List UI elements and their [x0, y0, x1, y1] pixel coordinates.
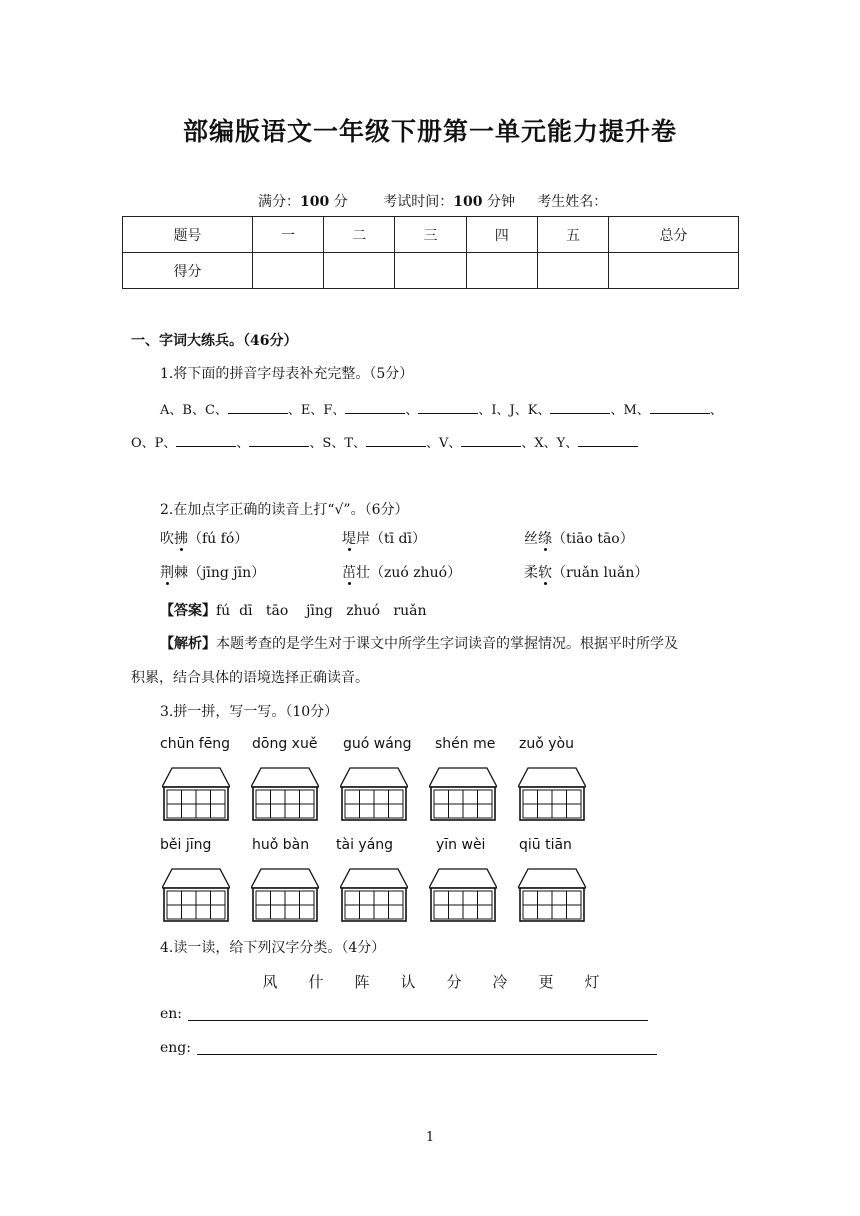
dotted-char: 荆 — [160, 565, 174, 581]
student-name-label: 考生姓名： — [537, 194, 608, 210]
page-title: 部编版语文一年级下册第一单元能力提升卷 — [182, 117, 677, 146]
character: 分 — [446, 973, 462, 991]
answer-text: fú dī tāo jīng zhuó ruǎn — [216, 603, 427, 619]
reading-char: 岸 — [356, 531, 370, 547]
writing-house-grid[interactable] — [429, 767, 497, 821]
exam-time-value: 100 — [453, 194, 483, 210]
alphabet-blank[interactable] — [249, 434, 309, 447]
pinyin-label: huǒ bàn — [252, 837, 310, 853]
alphabet-text: 、X、Y、 — [521, 436, 579, 451]
dotted-char: 绦 — [538, 531, 552, 547]
analysis-text: 本题考查的是学生对于课文中所学生字词读音的掌握情况。根据平时所学及 — [216, 636, 678, 652]
alphabet-text: 、S、T、 — [309, 436, 366, 451]
score-table-header-cell: 一 — [252, 217, 323, 253]
pinyin-label: tài yáng — [336, 837, 394, 853]
pinyin-label: chūn fēng — [160, 736, 231, 752]
page-number: 1 — [425, 1130, 435, 1145]
score-table-header-cell: 五 — [537, 217, 608, 253]
alphabet-blank[interactable] — [176, 434, 236, 447]
character-list — [247, 971, 615, 992]
alphabet-text: 、M、 — [610, 403, 650, 418]
alphabet-blank[interactable] — [418, 401, 478, 414]
character: 阵 — [354, 973, 370, 991]
reading-item — [524, 562, 648, 582]
dotted-char: 茁 — [342, 565, 356, 581]
character: 冷 — [492, 973, 508, 991]
eng-label: eng: — [160, 1040, 191, 1056]
writing-house-grid[interactable] — [340, 767, 408, 821]
pinyin-options[interactable]: （tī dī） — [370, 531, 426, 547]
pinyin-options[interactable]: （jīng jīn） — [188, 565, 266, 581]
alphabet-text: 、 — [709, 403, 723, 418]
eng-answer-line[interactable] — [197, 1054, 657, 1055]
exam-time-label: 考试时间： — [383, 194, 454, 210]
score-table — [122, 216, 739, 289]
dotted-char: 堤 — [342, 531, 356, 547]
reading-char: 吹 — [160, 531, 174, 547]
score-table-header-row — [123, 217, 739, 253]
writing-house-grid[interactable] — [518, 767, 586, 821]
writing-house-grid[interactable] — [518, 868, 586, 922]
answer-line — [160, 600, 427, 620]
pinyin-label: qiū tiān — [519, 837, 572, 853]
writing-house-grid[interactable] — [251, 868, 319, 922]
pinyin-label: zuǒ yòu — [519, 736, 574, 752]
score-table-header-cell: 四 — [466, 217, 537, 253]
pinyin-label: guó wáng — [343, 736, 412, 752]
en-label: en: — [160, 1006, 183, 1022]
alphabet-blank[interactable] — [550, 401, 610, 414]
question-1-prompt: 1.将下面的拼音字母表补充完整。（5分） — [160, 366, 414, 382]
score-table-header-cell: 题号 — [123, 217, 253, 253]
pinyin-options[interactable]: （fú fó） — [188, 531, 249, 547]
writing-house-grid[interactable] — [340, 868, 408, 922]
full-score-value: 100 — [300, 194, 330, 210]
analysis-line-1 — [160, 633, 678, 653]
score-cell[interactable] — [466, 253, 537, 289]
alphabet-text: 、I、J、K、 — [478, 403, 551, 418]
reading-item — [524, 528, 634, 548]
analysis-line-2: 积累，结合具体的语境选择正确读音。 — [131, 670, 369, 686]
en-answer-line[interactable] — [188, 1020, 648, 1021]
pinyin-label: běi jīng — [160, 837, 212, 853]
pinyin-options[interactable]: （ruǎn luǎn） — [552, 565, 649, 581]
question-3-prompt: 3.拼一拼，写一写。（10分） — [160, 704, 339, 720]
exam-time-unit: 分钟 — [486, 194, 515, 210]
answer-label: 【答案】 — [160, 603, 216, 619]
character: 认 — [400, 973, 416, 991]
character: 风 — [262, 973, 278, 991]
dotted-char: 软 — [538, 565, 552, 581]
score-cell[interactable] — [609, 253, 739, 289]
alphabet-text: A、B、C、 — [160, 403, 228, 418]
character: 灯 — [584, 973, 600, 991]
reading-char: 丝 — [524, 531, 538, 547]
score-table-score-row — [123, 253, 739, 289]
analysis-label: 【解析】 — [160, 636, 216, 652]
reading-char: 柔 — [524, 565, 538, 581]
alphabet-text: 、 — [405, 403, 419, 418]
character: 什 — [308, 973, 324, 991]
score-cell[interactable] — [395, 253, 466, 289]
reading-char: 壮 — [356, 565, 370, 581]
full-score-label: 满分： — [258, 194, 300, 210]
alphabet-text: 、E、F、 — [287, 403, 346, 418]
score-cell[interactable] — [252, 253, 323, 289]
score-table-header-cell: 总分 — [609, 217, 739, 253]
writing-house-grid[interactable] — [429, 868, 497, 922]
writing-house-grid[interactable] — [251, 767, 319, 821]
full-score-unit: 分 — [333, 194, 348, 210]
alphabet-blank[interactable] — [366, 434, 426, 447]
reading-item — [160, 562, 265, 582]
reading-item — [160, 528, 248, 548]
alphabet-text: 、 — [236, 436, 250, 451]
alphabet-blank[interactable] — [578, 434, 638, 447]
pinyin-label: shén me — [435, 736, 496, 752]
reading-item — [342, 528, 426, 548]
pinyin-options[interactable]: （tiāo tāo） — [552, 531, 634, 547]
alphabet-blank[interactable] — [228, 401, 288, 414]
pinyin-label: dōng xuě — [252, 736, 318, 752]
pinyin-label: yīn wèi — [436, 837, 486, 853]
score-cell[interactable] — [537, 253, 608, 289]
alphabet-blank[interactable] — [345, 401, 405, 414]
alphabet-text: O、P、 — [131, 436, 177, 451]
alphabet-blank[interactable] — [461, 434, 521, 447]
section-heading: 一、字词大练兵。（46分） — [131, 333, 298, 349]
alphabet-text: 、V、 — [426, 436, 462, 451]
pinyin-options[interactable]: （zuó zhuó） — [370, 565, 462, 581]
reading-char: 棘 — [174, 565, 188, 581]
writing-house-grid[interactable] — [162, 868, 230, 922]
exam-meta — [258, 191, 607, 211]
alphabet-line-1 — [160, 399, 723, 418]
dotted-char: 拂 — [174, 531, 188, 547]
writing-house-grid[interactable] — [162, 767, 230, 821]
character: 更 — [538, 973, 554, 991]
alphabet-line-2 — [131, 432, 638, 451]
alphabet-blank[interactable] — [650, 401, 710, 414]
score-table-header-cell: 三 — [395, 217, 466, 253]
question-2-prompt: 2.在加点字正确的读音上打“√”。（6分） — [160, 502, 409, 518]
reading-item — [342, 562, 461, 582]
question-4-prompt: 4.读一读，给下列汉字分类。（4分） — [160, 940, 386, 956]
score-cell[interactable] — [324, 253, 395, 289]
score-row-label: 得分 — [123, 253, 253, 289]
score-table-header-cell: 二 — [324, 217, 395, 253]
